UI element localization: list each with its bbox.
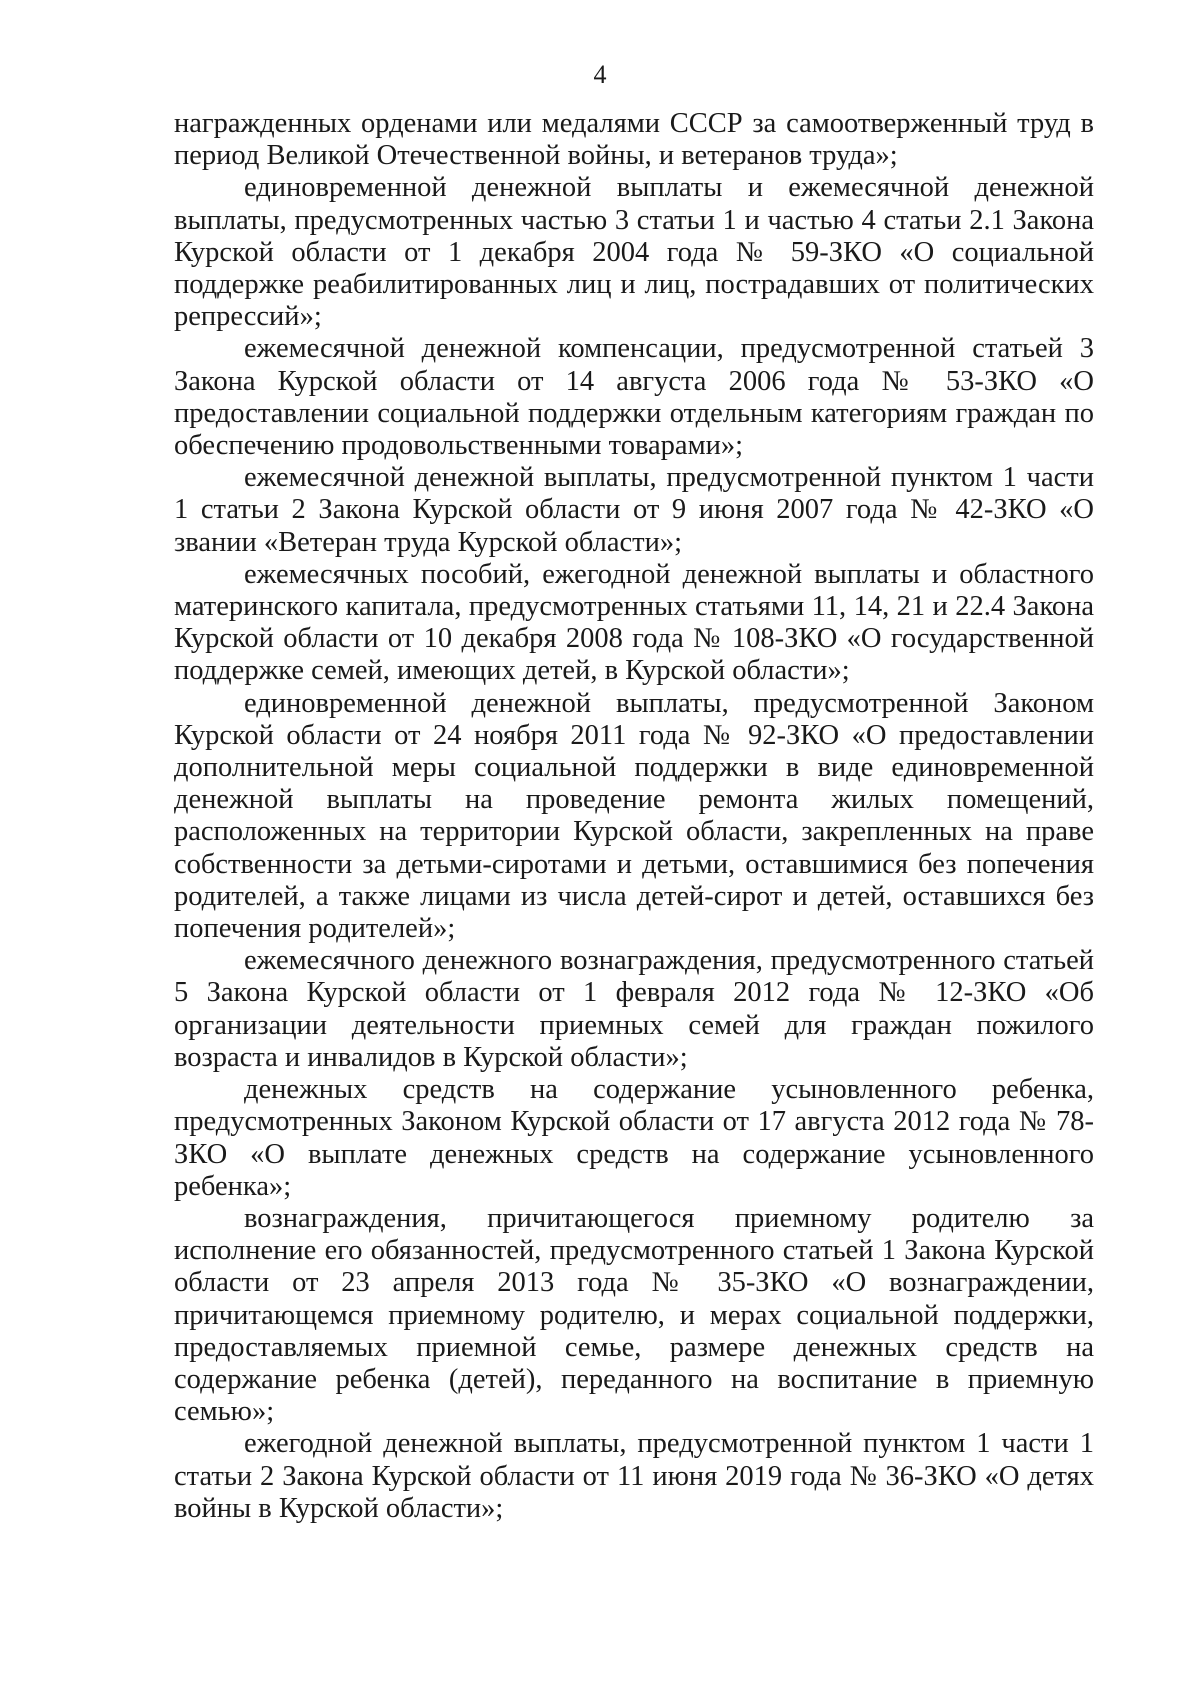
paragraph: денежных средств на содержание усыновленного ребенка, предусмотренных Законом Курской области от 17 августа 2012 года № 78-ЗКО «О выплате денежных средств на содержание усыновленного ребенка»;	[174, 1074, 1094, 1202]
document-body	[174, 108, 1094, 1525]
page-number: 4	[593, 60, 607, 89]
paragraph-continuation: награжденных орденами или медалями СССР за самоотверженный труд в период Великой Отечественной войны, и ветеранов труда»;	[174, 108, 1094, 172]
paragraph: вознаграждения, причитающегося приемному родителю за исполнение его обязанностей, предусмотренного статьей 1 Закона Курской области от 23 апреля 2013 года № 35-ЗКО «О вознаграждении, причитающемся приемному родителю, и мерах социальной поддержки, предоставляемых приемной семье, размере денежных средств на содержание ребенка (детей), переданного на воспитание в приемную семью»;	[174, 1202, 1094, 1428]
paragraph: ежемесячного денежного вознаграждения, предусмотренного статьей 5 Закона Курской области от 1 февраля 2012 года № 12-ЗКО «Об организации деятельности приемных семей для граждан пожилого возраста и инвалидов в Курской области»;	[174, 945, 1094, 1073]
paragraph: единовременной денежной выплаты, предусмотренной Законом Курской области от 24 ноября 2011 года № 92-ЗКО «О предоставлении дополнительной меры социальной поддержки в виде единовременной денежной выплаты на проведение ремонта жилых помещений, расположенных на территории Курской области, закрепленных на праве собственности за детьми-сиротами и детьми, оставшимися без попечения родителей, а также лицами из числа детей-сирот и детей, оставшихся без попечения родителей»;	[174, 687, 1094, 945]
paragraph: ежегодной денежной выплаты, предусмотренной пунктом 1 части 1 статьи 2 Закона Курской области от 11 июня 2019 года № 36-ЗКО «О детях войны в Курской области»;	[174, 1428, 1094, 1524]
paragraph: ежемесячных пособий, ежегодной денежной выплаты и областного материнского капитала, предусмотренных статьями 11, 14, 21 и 22.4 Закона Курской области от 10 декабря 2008 года № 108-ЗКО «О государственной поддержке семей, имеющих детей, в Курской области»;	[174, 558, 1094, 687]
paragraph: ежемесячной денежной компенсации, предусмотренной статьей 3 Закона Курской области от 14 августа 2006 года № 53-ЗКО «О предоставлении социальной поддержки отдельным категориям граждан по обеспечению продовольственными товарами»;	[174, 333, 1094, 462]
paragraph: ежемесячной денежной выплаты, предусмотренной пунктом 1 части 1 статьи 2 Закона Курской области от 9 июня 2007 года № 42-ЗКО «О звании «Ветеран труда Курской области»;	[174, 462, 1094, 558]
paragraph: единовременной денежной выплаты и ежемесячной денежной выплаты, предусмотренных частью 3 статьи 1 и частью 4 статьи 2.1 Закона Курской области от 1 декабря 2004 года № 59-ЗКО «О социальной поддержке реабилитированных лиц и лиц, пострадавших от политических репрессий»;	[174, 172, 1094, 333]
